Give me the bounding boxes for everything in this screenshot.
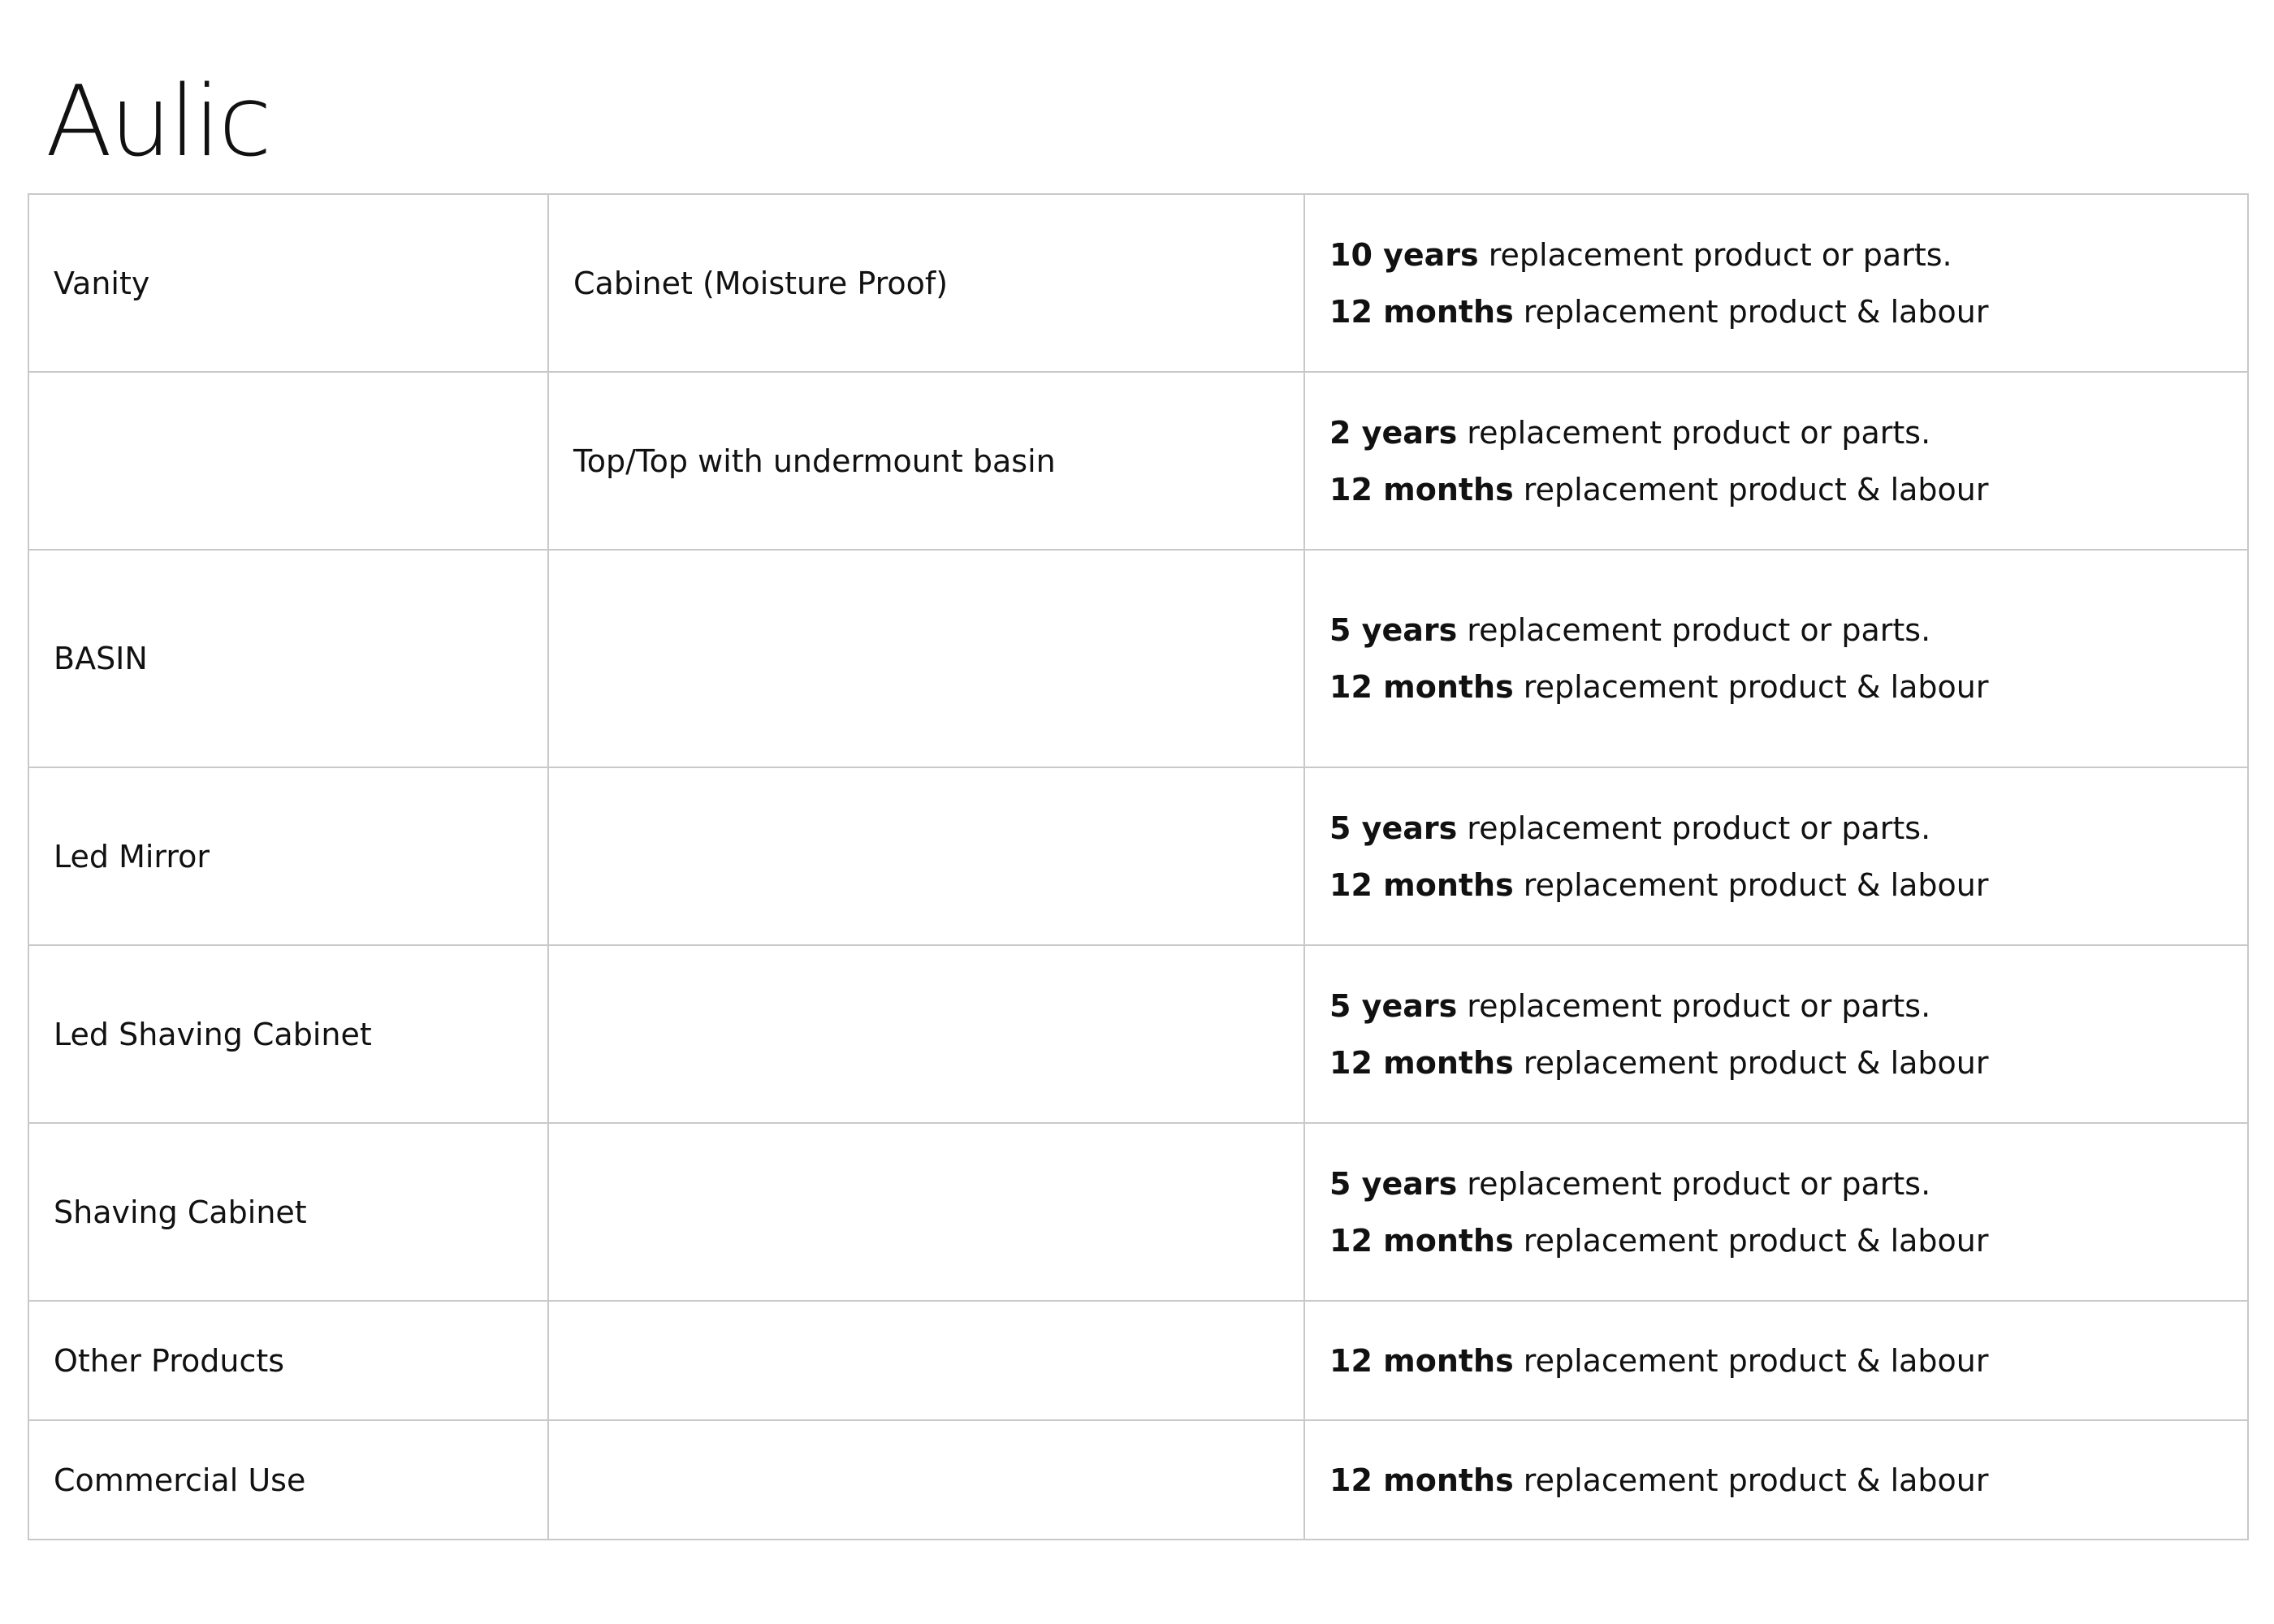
term-duration: 12 months	[1329, 866, 1514, 903]
table-row	[28, 1301, 2248, 1420]
component-cell: Top/Top with undermount basin	[548, 372, 1304, 550]
warranty-terms-cell	[1304, 1301, 2248, 1420]
warranty-term-line	[1329, 1155, 2223, 1212]
term-duration: 5 years	[1329, 612, 1458, 648]
term-duration: 12 months	[1329, 1222, 1514, 1259]
table-row	[28, 194, 2248, 372]
component-cell	[548, 1123, 1304, 1301]
warranty-term-line	[1329, 1212, 2223, 1269]
term-duration: 12 months	[1329, 471, 1514, 508]
term-duration: 12 months	[1329, 1342, 1514, 1379]
term-duration: 10 years	[1329, 236, 1479, 273]
term-duration: 12 months	[1329, 669, 1514, 705]
warranty-terms-cell	[1304, 767, 2248, 945]
table-row	[28, 767, 2248, 945]
term-duration: 5 years	[1329, 987, 1458, 1024]
component-cell	[548, 550, 1304, 767]
component-cell	[548, 1301, 1304, 1420]
table-row	[28, 945, 2248, 1123]
warranty-term-line	[1329, 857, 2223, 914]
warranty-terms-cell	[1304, 1420, 2248, 1540]
term-description: replacement product & labour	[1513, 1222, 1989, 1259]
component-cell	[548, 1420, 1304, 1540]
warranty-terms-cell	[1304, 945, 2248, 1123]
product-cell: Shaving Cabinet	[28, 1123, 548, 1301]
term-description: replacement product & labour	[1513, 1342, 1989, 1379]
warranty-term-line	[1329, 659, 2223, 715]
warranty-term-line	[1329, 1332, 2223, 1389]
term-duration: 2 years	[1329, 414, 1458, 451]
warranty-term-line	[1329, 602, 2223, 659]
term-description: replacement product & labour	[1513, 471, 1989, 508]
product-cell: Led Shaving Cabinet	[28, 945, 548, 1123]
product-cell: Commercial Use	[28, 1420, 548, 1540]
term-description: replacement product or parts.	[1478, 236, 1952, 273]
term-duration: 5 years	[1329, 810, 1458, 846]
warranty-terms-cell	[1304, 194, 2248, 372]
warranty-terms-cell	[1304, 1123, 2248, 1301]
term-description: replacement product or parts.	[1457, 612, 1931, 648]
product-cell: Other Products	[28, 1301, 548, 1420]
warranty-table	[28, 193, 2249, 1540]
brand-logo: Aulic	[45, 66, 270, 179]
warranty-term-line	[1329, 1452, 2223, 1509]
product-cell	[28, 372, 548, 550]
component-cell	[548, 767, 1304, 945]
component-cell: Cabinet (Moisture Proof)	[548, 194, 1304, 372]
term-description: replacement product or parts.	[1457, 987, 1931, 1024]
term-description: replacement product & labour	[1513, 1462, 1989, 1498]
warranty-term-line	[1329, 461, 2223, 518]
warranty-term-line	[1329, 800, 2223, 857]
term-description: replacement product & labour	[1513, 866, 1989, 903]
term-duration: 12 months	[1329, 293, 1514, 330]
term-description: replacement product or parts.	[1457, 810, 1931, 846]
warranty-terms-cell	[1304, 550, 2248, 767]
table-row	[28, 372, 2248, 550]
term-duration: 12 months	[1329, 1462, 1514, 1498]
product-cell: Led Mirror	[28, 767, 548, 945]
product-cell: BASIN	[28, 550, 548, 767]
term-duration: 5 years	[1329, 1165, 1458, 1202]
warranty-term-line	[1329, 283, 2223, 340]
term-description: replacement product & labour	[1513, 669, 1989, 705]
warranty-term-line	[1329, 404, 2223, 461]
table-row	[28, 1420, 2248, 1540]
term-duration: 12 months	[1329, 1044, 1514, 1081]
table-row	[28, 1123, 2248, 1301]
term-description: replacement product & labour	[1513, 293, 1989, 330]
term-description: replacement product or parts.	[1457, 414, 1931, 451]
term-description: replacement product or parts.	[1457, 1165, 1931, 1202]
term-description: replacement product & labour	[1513, 1044, 1989, 1081]
warranty-term-line	[1329, 978, 2223, 1034]
table-row	[28, 550, 2248, 767]
warranty-term-line	[1329, 1034, 2223, 1091]
warranty-term-line	[1329, 227, 2223, 283]
component-cell	[548, 945, 1304, 1123]
product-cell: Vanity	[28, 194, 548, 372]
warranty-terms-cell	[1304, 372, 2248, 550]
